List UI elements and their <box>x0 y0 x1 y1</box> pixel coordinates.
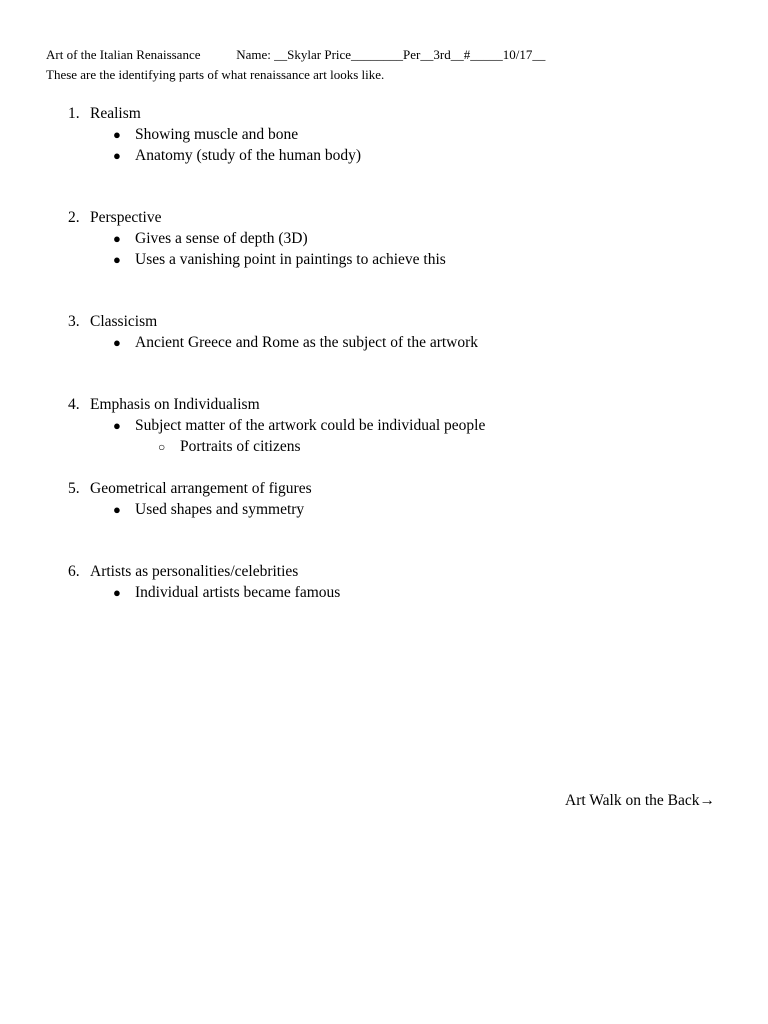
bullet-icon: ● <box>113 418 121 433</box>
list-item-4 <box>68 395 260 415</box>
art-walk-note: Art Walk on the Back→ <box>565 792 715 809</box>
item-label: Artists as personalities/celebrities <box>90 563 299 580</box>
bullet-item <box>113 500 304 520</box>
bullet-icon: ● <box>113 231 121 246</box>
list-item-6 <box>68 562 298 582</box>
list-item-5 <box>68 479 312 499</box>
bullet-text: Ancient Greece and Rome as the subject of the artwork <box>135 334 479 351</box>
bullet-item <box>113 146 361 166</box>
bullet-item <box>113 125 298 145</box>
item-number: 5. <box>68 480 80 497</box>
bullet-icon: ● <box>113 127 121 142</box>
item-number: 1. <box>68 105 80 122</box>
bullet-icon: ● <box>113 252 121 267</box>
bullet-icon: ● <box>113 148 121 163</box>
bullet-item <box>113 416 485 436</box>
item-label: Geometrical arrangement of figures <box>90 480 312 497</box>
bullet-icon: ● <box>113 585 121 600</box>
sub-bullet-text: Portraits of citizens <box>180 438 301 455</box>
bullet-text: Anatomy (study of the human body) <box>135 147 362 164</box>
item-label: Emphasis on Individualism <box>90 396 260 413</box>
item-number: 6. <box>68 563 80 580</box>
item-label: Realism <box>90 105 141 122</box>
list-item-3 <box>68 312 157 332</box>
worksheet-header: Art of the Italian Renaissance Name: __Skylar Price________Per__3rd__#_____10/17__ <box>46 47 546 62</box>
bullet-text: Used shapes and symmetry <box>135 501 305 518</box>
bullet-icon: ● <box>113 502 121 517</box>
list-item-1 <box>68 104 141 124</box>
bullet-item <box>113 333 478 353</box>
item-number: 2. <box>68 209 80 226</box>
item-number: 3. <box>68 313 80 330</box>
worksheet-subtitle: These are the identifying parts of what renaissance art looks like. <box>46 67 385 82</box>
circle-bullet-icon: ○ <box>158 440 166 454</box>
item-label: Perspective <box>90 209 162 226</box>
bullet-icon: ● <box>113 335 121 350</box>
bullet-text: Uses a vanishing point in paintings to achieve this <box>135 251 446 268</box>
sub-bullet-item <box>158 437 301 457</box>
item-label: Classicism <box>90 313 158 330</box>
bullet-item <box>113 229 308 249</box>
bullet-text: Subject matter of the artwork could be individual people <box>135 417 486 434</box>
bullet-item <box>113 250 446 270</box>
list-item-2 <box>68 208 161 228</box>
bullet-text: Gives a sense of depth (3D) <box>135 230 308 247</box>
bullet-text: Individual artists became famous <box>135 584 341 601</box>
bullet-item <box>113 583 340 603</box>
item-number: 4. <box>68 396 80 413</box>
bullet-text: Showing muscle and bone <box>135 126 299 143</box>
